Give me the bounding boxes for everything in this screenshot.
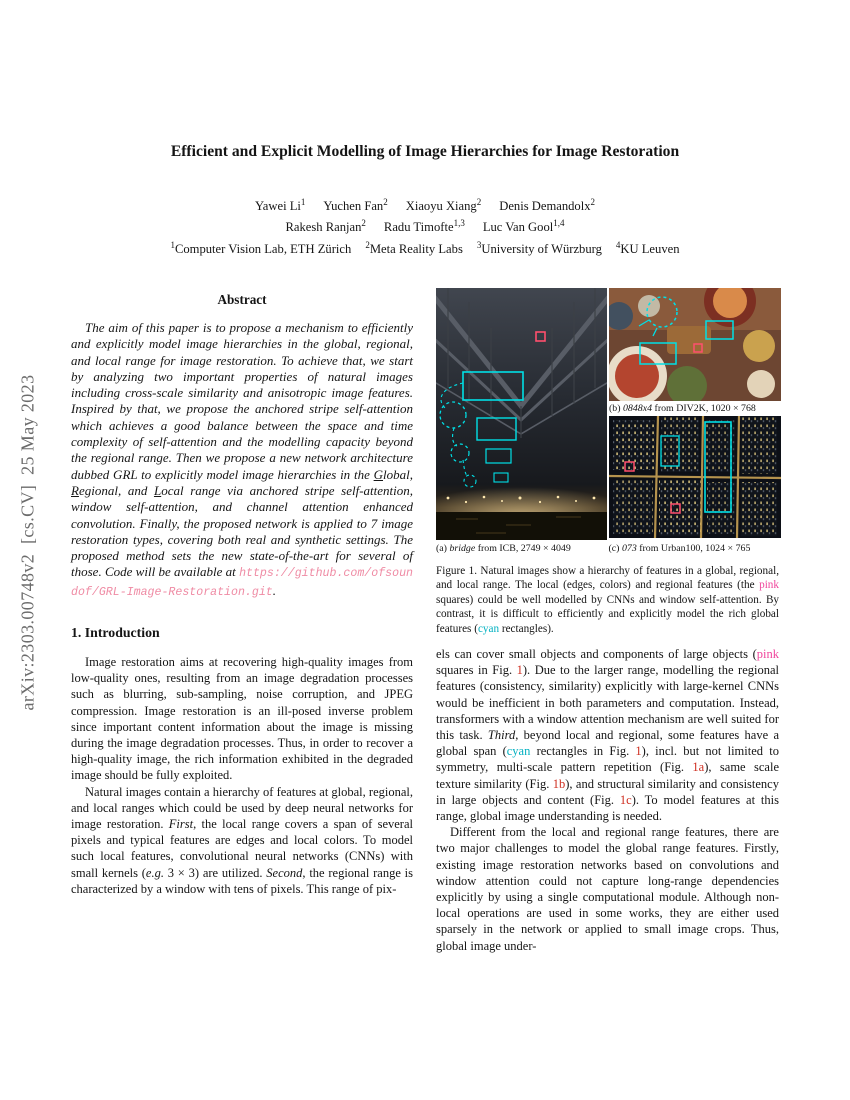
affiliation-sup: 1: [170, 239, 175, 250]
figure-reference-link[interactable]: 1c: [619, 792, 632, 807]
right-paragraph-1: [436, 646, 779, 824]
affiliation-name: KU Leuven: [620, 242, 680, 256]
author-affiliation-sup: 1,4: [553, 217, 565, 228]
caption-segment: Figure 1. Natural images show a hierarchy of features in a global, regional, and local range. The local (edges, colors) and regional features (the: [436, 565, 779, 592]
figure-1a-bridge-image: [436, 288, 607, 540]
text-segment: Natural images contain a hierarchy of features at global, regional, and local ranges which could be used by deep neural networks for image restoration.: [71, 784, 413, 832]
underlined-letter: L: [153, 482, 162, 498]
affiliation-name: Meta Reality Labs: [369, 242, 463, 256]
author-affiliation-sup: 2: [383, 196, 388, 207]
right-column: [436, 288, 779, 954]
caption-segment: rectangles).: [499, 622, 554, 635]
subcaption-rest: from ICB, 2749 × 4049: [475, 543, 571, 554]
figure-1-image-grid: [436, 288, 779, 540]
right-paragraph-2: Different from the local and regional range features, there are two major challenges to model the global range features. Firstly, existing image restoration networks based on convolutions and window attention could not capture long-range dependencies explicitly by using a single computational module. Although non-local operations are used in some works, they are either used sparsely in the network or applied to small image crops. Thus, global image under-: [436, 825, 779, 953]
figure-1b-div2k-image: [609, 288, 781, 401]
caption-segment: squares) could be well modelled by CNNs and window self-attention. By contrast, it is difficult to efficiently and explicitly model the rich global features (: [436, 593, 779, 635]
affiliation-sup: 4: [615, 239, 621, 250]
subcaption-a: [436, 542, 607, 555]
figure-1bc-panel: [609, 288, 781, 540]
subcaption-prefix: (b): [609, 403, 623, 414]
text-segment: 3 × 3) are utilized.: [163, 865, 267, 880]
emphasized-word: e.g.: [145, 865, 164, 880]
author-affiliation-sup: 2: [361, 217, 366, 228]
intro-paragraph-2: [71, 784, 413, 897]
subcaption-rest: from DIV2K, 1020 × 768: [652, 403, 756, 414]
emphasized-word: First: [168, 817, 194, 832]
author-name: Rakesh Ranjan: [285, 220, 362, 234]
subcaption-image-name: bridge: [449, 543, 476, 554]
affiliation-sup: 2: [365, 239, 370, 250]
left-column: [71, 288, 413, 954]
arxiv-watermark: [18, 281, 39, 805]
abstract-segment: .: [272, 582, 277, 598]
author-name: Xiaoyu Xiang: [405, 199, 477, 213]
author: [383, 217, 465, 234]
cyan-color-word: cyan: [477, 622, 500, 635]
figure-reference-link[interactable]: 1: [635, 744, 642, 759]
subcaption-b: [609, 402, 781, 415]
text-segment: ). To model features at this range, global image understanding is needed.: [436, 792, 779, 824]
figure-1-caption: [436, 564, 779, 636]
text-segment: ), incl. but not limited to symmetry, multi-scale pattern repetition (Fig.: [436, 744, 779, 775]
subcaption-image-name: 073: [621, 543, 637, 554]
text-segment: ), same scale texture similarity (Fig.: [436, 760, 779, 791]
author: [499, 196, 596, 213]
text-segment: ), and structural similarity and consistency in large objects and content (Fig.: [436, 776, 779, 807]
abstract-heading: Abstract: [217, 292, 267, 307]
text-segment: els can cover small objects and components of large objects (: [436, 647, 757, 662]
author-name: Yawei Li: [254, 199, 301, 213]
affiliation-name: Computer Vision Lab, ETH Zürich: [174, 242, 352, 256]
abstract-segment: range via anchored stripe self-attention, window self-attention, and channel attention enhanced convolution. Finally, the proposed network is applied to 7 image restoration types, covering both real and synthetic settings. The proposed method sets the new state-of-the-art for several of those. Code will be available at: [71, 482, 413, 580]
abstract-text: [71, 320, 413, 601]
author: [482, 217, 565, 234]
abstract-segment: The aim of this paper is to propose a mechanism to efficiently and explicitly model image hierarchies in the global, regional, and local range for image restoration. To achieve that, we start by analyzing two important properties of natural images including cross-scale similarity and anisotropic image features. Inspired by that, we propose the anchored stripe self-attention which achieves a good balance between the space and time complexity of self-attention and the modelling capacity beyond the regional range. Then we propose a new network architecture dubbed GRL to explicitly model image hierarchies in the: [71, 320, 413, 482]
subcaption-prefix: (c): [608, 543, 622, 554]
pink-color-word: pink: [756, 647, 779, 662]
author-affiliation-sup: 1,3: [453, 217, 465, 228]
text-segment: , the local range covers a span of several pixels and typical features are edges and local colors. To model such local features, convolutional neural networks (CNNs) with small kernels (: [71, 817, 413, 880]
affiliation: [365, 239, 463, 256]
authors-row-2: [71, 217, 779, 238]
underlined-letter: G: [373, 466, 384, 482]
intro-paragraph-1: Image restoration aims at recovering high-quality images from low-quality ones, resulting from an image degradation processes such as blurring, sub-sampling, noise corruption, and JPEG compression. Image restoration is an ill-posed inverse problem since important content information about the image is missing during the image degradation processes. Thus, in order to recover a high-quality image, the rich information exhibited in the degraded image should be fully exploited.: [71, 655, 413, 783]
figure-1c-urban100-image: [609, 416, 781, 538]
figure-reference-link[interactable]: 1b: [552, 776, 566, 791]
text-segment: ). Due to the larger range, modelling the regional features (consistency, similarity) explicitly with large-kernel CNNs would be inefficient in both parameters and computation. Instead, transformers with a window attention mechanism are well suited for this task.: [436, 663, 779, 743]
text-segment: , beyond local and regional, some features have a global span (: [436, 728, 779, 759]
section-1-heading: 1. Introduction: [71, 625, 160, 641]
figure-1-subcaptions: [436, 542, 779, 555]
authors-row-1: [71, 196, 779, 217]
subcaption-c: [609, 542, 780, 555]
affiliation: [476, 239, 602, 256]
author: [254, 196, 306, 213]
paper-header: [71, 142, 779, 257]
abstract-segment: egional, and: [78, 482, 154, 498]
author-name: Yuchen Fan: [323, 199, 384, 213]
author: [405, 196, 482, 213]
abstract-segment: lobal,: [383, 466, 413, 482]
arxiv-watermark-text: arXiv:2303.00748v2 [cs.CV] 25 May 2023: [17, 374, 38, 711]
pink-color-word: pink: [759, 579, 779, 592]
two-column-body: [71, 288, 779, 954]
author-name: Radu Timofte: [383, 220, 454, 234]
author-name: Denis Demandolx: [499, 199, 591, 213]
cyan-color-word: cyan: [506, 744, 531, 759]
affiliation-name: University of Würzburg: [481, 242, 602, 256]
affiliation: [170, 239, 352, 256]
subcaption-prefix: (a): [436, 543, 450, 554]
paper-title: Efficient and Explicit Modelling of Image Hierarchies for Image Restoration: [170, 143, 680, 160]
author-affiliation-sup: 1: [300, 196, 306, 207]
github-repo-link[interactable]: https://github.com/ofsoundof/GRL-Image-Restoration.git: [71, 567, 413, 599]
text-segment: , the regional range is characterized by a window with tens of pixels. This range of pix-: [71, 865, 413, 896]
subcaption-rest: from Urban100, 1024 × 765: [636, 543, 751, 554]
author: [323, 196, 388, 213]
abstract-segment: ocal: [161, 482, 184, 498]
author-affiliation-sup: 2: [590, 196, 596, 207]
figure-reference-link[interactable]: 1a: [692, 760, 705, 775]
affiliations-row: [71, 239, 779, 257]
subcaption-image-name: 0848x4: [622, 403, 653, 414]
text-segment: rectangles in Fig.: [530, 744, 636, 759]
underlined-letter: R: [71, 482, 79, 498]
figure-1: [436, 288, 779, 636]
author-affiliation-sup: 2: [476, 196, 482, 207]
author-name: Luc Van Gool: [482, 220, 554, 234]
figure-1a-panel: [436, 288, 607, 540]
affiliation: [615, 239, 680, 256]
affiliation-sup: 3: [476, 239, 482, 250]
emphasized-word: Second: [266, 865, 303, 880]
emphasized-word: Third: [487, 728, 516, 743]
text-segment: squares in Fig.: [436, 663, 517, 678]
figure-reference-link[interactable]: 1: [516, 663, 523, 678]
author: [285, 217, 366, 234]
